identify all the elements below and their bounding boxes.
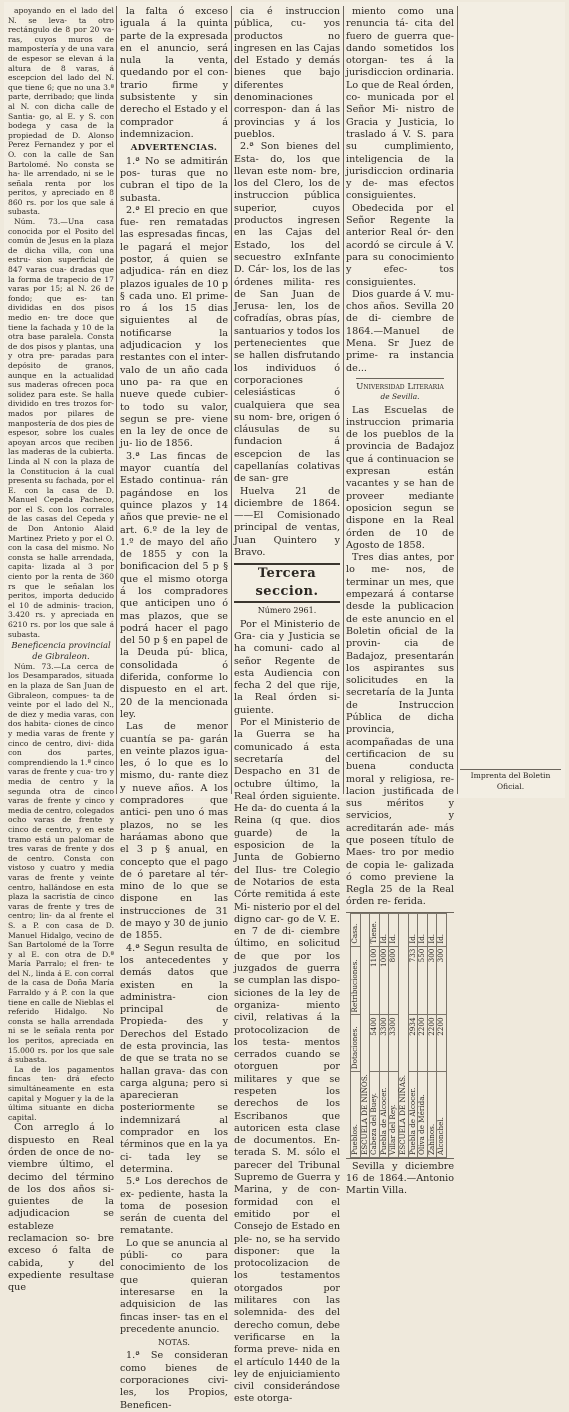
table-section-row: [398, 914, 408, 1158]
column-4: [346, 6, 454, 1197]
table-header-row: [351, 914, 361, 1158]
paragraph: Por el Ministerio de Gra- cia y Justicia se ha comuni- cado al señor Regente de esta Audiencia con fecha 2 del que rije, la Real órden si- guiente.: [234, 618, 340, 716]
cell-retribucion: 1100: [370, 946, 380, 1015]
cell-casa: Id.: [389, 914, 399, 947]
paragraph: Núm. 73.—Una casa conocida por el Posito del común de Jesus en la plaza de dicha villa, con una estru- sion superficial de 847 varas cua- dradas que la forma de trapecio de 17 varas por 15; al N. 26 de fondo; que es- tan divididas en dos pisos medio en- tre doce que tiene la fachada y 10 de la otra base paralela. Consta de dos pisos y plantas, una y otra pre- paradas para depósito de granos, aunque en la actualidad sus maderas ofrecen poca solidez para este. Se halla dividido en tres trozos for- mados por pilares de manpostería de dos pies de espesor, sobre los cuales apoyan arcos que reciben las maderas de la cubierta. Linda al N con la plaza de la Constitucion á la cual presenta su fachada, por el E. con la casa de D. Manuel Cepeda Pacheco, por el S. con los corrales de las casas del Cepeda y de Don Antonio Alaid Martinez Prieto y por el O. con la casa del mismo. No consta se halle arrendada, capita- lizada al 3 por ciento por la renta de 360 rs que le señalan los peritos, importa deducido el 10 de adminis- tracion, 3.420 rs. y apreciada en 6210 rs. por los que sale á subasta.: [8, 217, 114, 639]
header-casa: Casa.: [351, 914, 361, 947]
section-divider: [356, 378, 444, 379]
cell-retribucion: 550: [418, 946, 428, 1015]
paragraph: apoyando en el lado del N. se leva- ta otro rectángulo de 8 por 20 va- ras, cuyos muros de mampostería y de una vara de espesor se elevan á la altura de 8 varas, á escepcion del lado del N. que tiene 6; que no una 3.ª parte, derribado; que linda al N. con dicha calle de Santia- go, al E. y S. con bodega y casa de la propiedad de D. Alonso Perez Fernandez y por el O. con la calle de San Bartolomé. No consta se ha- lle arrendado, ni se le señala renta por los peritos, y apreciado en 8 860 rs. por los que sale á subasta.: [8, 6, 114, 217]
column-rule: [231, 6, 232, 794]
cell-dotacion: 5400: [370, 1015, 380, 1072]
paragraph: Por el Ministerio de la Guerra se ha comunicado á esta secretaría del Despacho en 31 de octubre último, la Real órden siguiente. He da- do cuenta á la Reina (q que. dios guarde) de la esposicion de la Junta de Gobierno del Ilus- tre Colegio de Notarios de esta Córte remitida á este Mi- nisterio por el del digno car- go de V. E. en 7 de di- ciembre último, en solicitud de que por los juzgados de guerra se cumplan las dispo- siciones de la ley de organiza- miento civil, relativas á la protocolizacion de los testa- mentos cerrados cuando se otorguen por militares y que se respeten los derechos de los Escribanos que autoricen esta clase de documentos. En- terada S. M. sólo el parecer del Tribunal Supremo de Guerra y Marina, y de con- formidad con el emitido por el Consejo de Estado en ple- no, se ha servido disponer: que la protocolizacion de los testamentos otorgados por militares con las solemnida- des del derecho comun, debe verificarse en la forma preve- nida en el artículo 1440 de la ley de enjuiciamiento civil considerándose este otorga-: [234, 717, 340, 1405]
cell-casa: Id.: [418, 914, 428, 947]
cell-retribucion: 1000: [379, 946, 389, 1015]
section-subheading: Beneficencia provincial de Gibraleon.: [11, 640, 111, 661]
column-rule: [343, 6, 344, 794]
cell-dotacion: 3300: [389, 1015, 399, 1072]
cell-dotacion: 2934: [408, 1015, 418, 1072]
paragraph: 2.ª Son bienes del Esta- do, los que llevan este nom- bre, los del Clero, los de instruccion pública superior, cuyos productos ingresen en las Cajas del Estado, los del secuestro exInfante D. Cár- los, los de las órdenes milita- res de San Juan de Jerusa- len, los de cofradías, obras pías, santuarios y todos los pertenecientes que se hallen disfrutando los individuos ó corporaciones celesiásticas ó cualquiera que sea su nom- bre, origen ó cláusulas de su fundacion á escepcion de las capellanías colativas de san- gre: [234, 141, 340, 485]
paragraph: la falta ó exceso iguala á la quinta parte de la expresada en el anuncio, será nula la venta, quedando por el con- trario firme y subsistente y sin derecho el Estado y el comprador á indemnizacion.: [120, 6, 228, 140]
table-row: [370, 914, 380, 1158]
numero-label: Número 2961.: [257, 606, 317, 616]
section-ninos: ESCUELA DE NIÑOS.: [360, 914, 370, 1158]
cell-pueblo: Zahinos.: [427, 1072, 437, 1158]
cell-pueblo: Cabeza del Buey.: [370, 1072, 380, 1158]
signature-paragraph: Sevilla y diciembre 16 de 1864.—Antonio Martin Villa.: [346, 1160, 454, 1197]
paragraph: Dios guarde á V. mu- chos años. Sevilla 20 de di- ciembre de 1864.—Manuel de Mena. Sr Juez de prime- ra instancia de...: [346, 288, 454, 374]
header-pueblos: Pueblos.: [351, 1072, 361, 1158]
paragraph: La de los pagamentos fincas ten- drá efecto simultáneamente en esta capital y Moguer y la de la última situante en dicha capital.: [8, 1064, 114, 1122]
paragraph: Obedecida por el Señor Regente la anterior Real ór- den acordó se circule á V. para su conocimiento y efec- tos consiguientes.: [346, 202, 454, 288]
cell-dotacion: 2200: [437, 1015, 447, 1072]
paragraph: miento como una renuncia tá- cita del fuero de guerra que- dando sometidos los otorgan- tes á la jurisdiccion ordinaria. Lo que de Real órden, co- municada por el Señor Mi- nistro de Gracia y Justicia, lo traslado á V. S. para su cumplimiento, inteligencia de la jurisdiccion ordinaria y de- mas efectos consiguientes.: [346, 6, 454, 202]
cell-pueblo: Villar del Rey.: [389, 1072, 399, 1158]
paragraph: 3.ª Las fincas de mayor cuantía del Estado continua- rán pagándose en los quince plazos y 14 años que previe- ne el art. 6.º de la ley de 1.º de mayo del año de 1855 y con la bonificacion del 5 p § que el mismo otorga á los compradores que anticipen uno ó mas plazos, que se podrá hacer el pago del 50 p § en papel de la Deuda pú- blica, consolidada ó diferida, conforme lo dispuesto en el art. 20 de la mencionada ley.: [120, 450, 228, 720]
cell-pueblo: Alconchel.: [437, 1072, 447, 1158]
cell-retribucion: 300: [437, 946, 447, 1015]
cell-casa: Id.: [408, 914, 418, 947]
section-ninas: ESCUELA DE NIÑAS.: [398, 914, 408, 1158]
vacancies-grid: [350, 913, 447, 1158]
cell-retribucion: 733: [408, 946, 418, 1015]
cell-retribucion: 300: [427, 946, 437, 1015]
table-row: [437, 914, 447, 1158]
table-row: [418, 914, 428, 1158]
cell-casa: Id.: [379, 914, 389, 947]
column-rule: [116, 6, 117, 794]
advertencias-heading: ADVERTENCIAS.: [130, 143, 218, 154]
vacancies-table: [346, 912, 454, 1159]
paragraph: 1.ª No se admitirán pos- turas que no cubran el tipo de la subasta.: [120, 155, 228, 204]
header-retribuciones: Retribuciones.: [351, 946, 361, 1015]
column-1: [8, 6, 114, 1294]
signature-paragraph: Huelva 21 de diciembre de 1864.——El Comisionado principal de ventas, Juan Quintero y Bravo.: [234, 485, 340, 559]
column-2: [120, 6, 228, 1411]
paragraph: Núm. 73.—La cerca de los Desamparados, situada en la plaza de San Juan de Gibraleon, compues- ta de veinte por el lado del N., de diez y media varas, con dos habita- ciones de cinco y media varas de frente y cinco de centro, divi- dida con dos partes, comprendiendo la 1.ª cinco varas de frente y cua- tro y media de centro y la segunda otra de cinco varas de frente y cinco y media de centro, colegados ocho varas de frente y cinco de centro, y en este tramo está un palomar de tres varas de frente y dos de centro. Consta con vistoso y cuatro y media varas de frente y veinte centro, hallándose en esta plaza la sacristía de cinco varas de frente y tres de centro; lin- da al frente el S. a P. con casa de D. Manuel Hidalgo, vecino de San Bartolomé de la Torre y al E. con otra de D.ª María Parralo; el fren- te del N., linda á E. con corral de la casa de Doña María Farraldo y á P. con la que tiene en calle de Nieblas el referido Hidalgo. No consta se halla arrendada ni se le señala renta por los peritos, apreciada en 15.000 rs. por los que sale á subasta.: [8, 661, 114, 1065]
newspaper-page: [4, 2, 565, 1411]
header-dotaciones: Dotaciones.: [351, 1015, 361, 1072]
paragraph: 5.ª Los derechos de ex- pediente, hasta la toma de posesion serán de cuenta del rematante.: [120, 1176, 228, 1237]
tercera-seccion-banner: Tercera seccion.: [234, 563, 340, 603]
paragraph: 4.ª Segun resulta de los antecedentes y demás datos que existen en la administra- cion principal de Propieda- des y Derechos del Estado de esta provincia, las de que se trata no se hallan grava- das con carga alguna; pero si aparecieran posteriormente se indemnizará al comprador en los términos que en la ya ci- tada ley se determina.: [120, 942, 228, 1175]
paragraph: Con arreglo á lo dispuesto en Real órden de once de no- viembre último, el decimo del término de los dos años si- guientes de la adjudicacion se estableze reclamacion so- bre exceso ó falta de cabida, y del expediente resultase que: [8, 1122, 114, 1294]
cell-retribucion: 800: [389, 946, 399, 1015]
column-3: [234, 6, 340, 1405]
cell-pueblo: Puebla de Alcocer.: [408, 1072, 418, 1158]
paragraph: Las Escuelas de instruccion primaria de los pueblos de la provincia de Badajoz que á continuacion se expresan están vacantes y se han de proveer mediante oposicion segun se dispone en la Real órden de 10 de Agosto de 1858.: [346, 404, 454, 551]
vacancies-table-rotated: [350, 913, 451, 1158]
column-5: [460, 6, 561, 794]
imprint-footer: Imprenta del Boletin Oficial.: [460, 769, 561, 792]
notas-heading: NOTAS.: [158, 1338, 190, 1348]
paragraph: Tres dias antes, por lo me- nos, de terminar un mes, que empezará á contarse desde la publicacion de este anuncio en el Boletin oficial de la provin- cia de Badajoz, presentarán los aspirantes sus solicitudes en la secretaría de la Junta de Instruccion Pública de dicha provincia, acompañadas de una certificacion de su buena conducta moral y religiosa, re- lacion justificada de sus méritos y servicios, y acreditarán ade- más que poseen título de Maes- tro por medio de copia le- galizada ó como previene la Regla 25 de la Real órden re- ferida.: [346, 552, 454, 908]
cell-pueblo: Oliva de Mérida.: [418, 1072, 428, 1158]
universidad-heading: Universidad Literaria: [356, 381, 444, 392]
cell-pueblo: Puebla de Alcocer.: [379, 1072, 389, 1158]
paragraph: Las de menor cuantía se pa- garán en veinte plazos igua- les, ó lo que es lo mismo, du- rante diez y nueve años. A los compradores que antici- pen uno ó mas plazos, no se les haráamas abono que el 3 p § anual, en concepto que el pago de ó paretare al tér- mino de lo que se dispone en las instrucciones de 31 de mayo y 30 de junio de 1855.: [120, 721, 228, 942]
paragraph: 2.ª El precio en que fue- ren rematadas las espresadas fincas, le pagará el mejor postor, á quien se adjudica- rán en diez plazos iguales de 10 p § cada uno. El prime- ro á los 15 dias siguientes al de notificarse la adjudicacion y los restantes con el inter- valo de un año cada uno pa- ra que en nueve quede cubier- to todo su valor, segun se pre- viene en la ley de once de ju- lio de 1856.: [120, 204, 228, 450]
universidad-subheading: de Sevilla.: [380, 392, 420, 402]
cell-dotacion: 2200: [427, 1015, 437, 1072]
cell-dotacion: 3300: [379, 1015, 389, 1072]
cell-casa: Tiene.: [370, 914, 380, 947]
cell-dotacion: 2200: [418, 1015, 428, 1072]
paragraph: Lo que se anuncia al públi- co para conocimiento de los que quieran interesarse en la adquisicion de las fincas inser- tas en el precedente anuncio.: [120, 1237, 228, 1335]
column-rule: [457, 6, 458, 794]
paragraph: 1.ª Se consideran como bienes de corporaciones civi- les, los Propios, Beneficen-: [120, 1350, 228, 1411]
cell-casa: Id.: [437, 914, 447, 947]
paragraph: cia é instruccion pública, cu- yos productos no ingresen en las Cajas del Estado y demás bienes que bajo diferentes denominaciones correspon- dan á las provincias y á los pueblos.: [234, 6, 340, 140]
cell-casa: Id.: [427, 914, 437, 947]
